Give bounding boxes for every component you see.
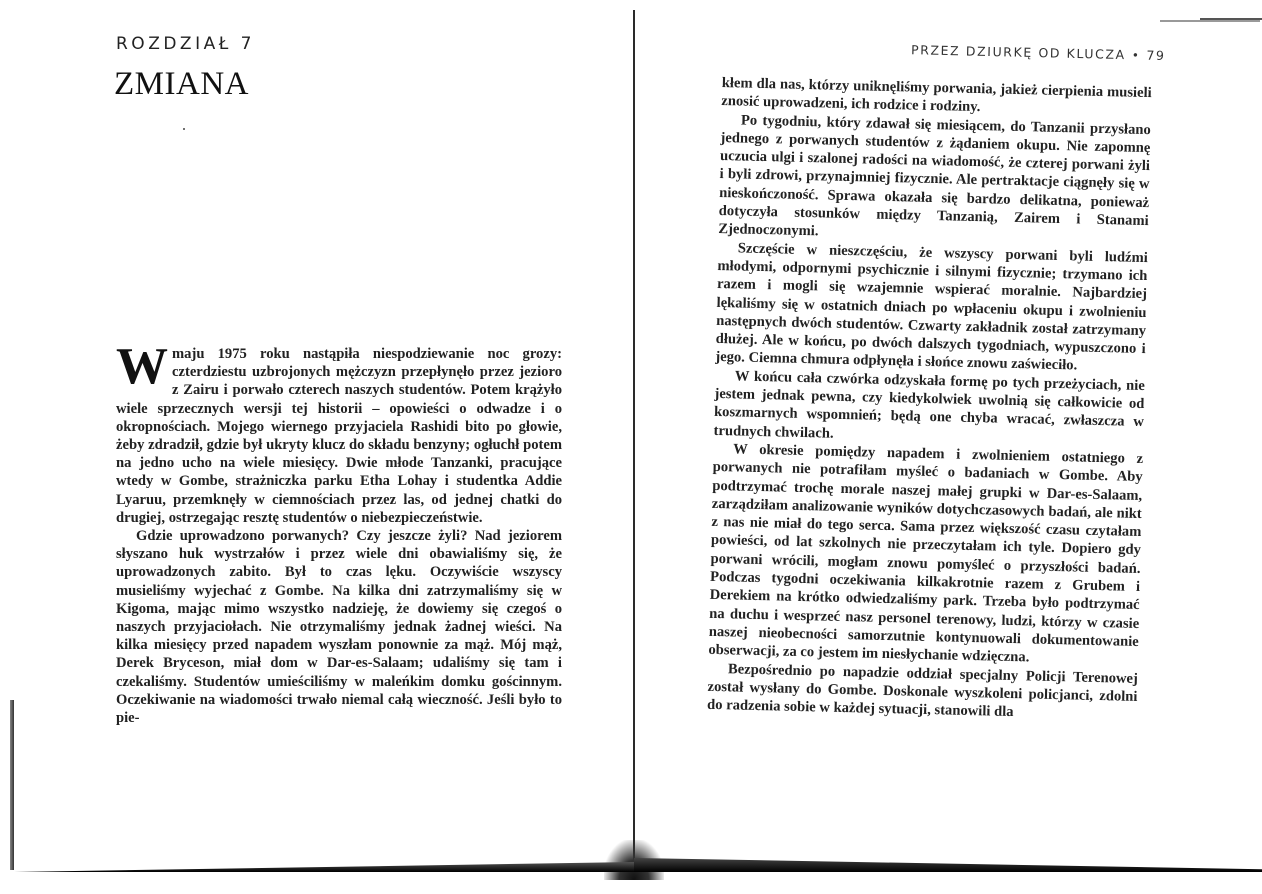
paragraph: Bezpośrednio po napadzie oddział specjalny Policji Terenowej został wysłany do Gombe. Doskonale wyszkoleni policjanci, zdolni do radzenia sobie w każdej sytuacji, stanowili dla: [706, 660, 1139, 721]
scan-mark: [1160, 20, 1260, 22]
bullet-separator: •: [1132, 48, 1142, 63]
book-gutter: [633, 10, 635, 865]
running-head: [911, 42, 1166, 63]
paragraph: kłem dla nas, którzy uniknęliśmy porwania, jakież cierpienia musieli znosić uprowadzeni, ich rodzice i rodziny.: [721, 74, 1152, 116]
paragraph: [116, 338, 562, 527]
drop-cap: W: [116, 338, 168, 395]
paragraph: W okresie pomiędzy napadem i zwolnieniem ostatniego z porwanych nie potrafiłam myśleć o badaniach w Gombe. Aby podtrzymać trochę morale naszej małej grupki w Dar-es-Salaam, zarządziłam analizowanie wyników dotychczasowych badań, ale nikt z nas nie miał do tego serca. Sama przez większość czasu czytałam powieści, od lat szkolnych nie przeczytałam ich tyle. Dopiero gdy porwani wrócili, mogłam znowu pomyśleć o przyszłości badań. Podczas tygodni oczekiwania kilkakrotnie razem z Grubem i Derekiem na krótko odwiedzaliśmy park. Trzeba było podtrzymać na duchu i wesprzeć nasz personel terenowy, ludzi, którzy w czasie naszej nieobecności samorzutnie kontynuowali dokumentowanie obserwacji, za co jestem im niesłychanie wdzięczna.: [708, 441, 1144, 666]
scan-speck: [183, 128, 185, 130]
paragraph: Po tygodniu, który zdawał się miesiącem, do Tanzanii przysłano jednego z porwanych studentów z żądaniem okupu. Nie zapomnę uczucia ulgi i szalonej radości na wiadomość, że czterej porwani żyli i byli zdrowi, przynajmniej fizycznie. Ale pertraktacje ciągnęły się w nieskończoność. Sprawa okazała się bardzo delikatna, ponieważ dotyczyła stosunków między Tanzanią, Zairem i Stanami Zjednoczonymi.: [718, 112, 1151, 240]
scan-edge-left: [10, 700, 14, 870]
paragraph-text: maju 1975 roku nastąpiła niespodziewanie noc grozy: czterdziestu uzbrojonych mężczyzn przepłynęło przez jezioro z Zairu i porwało czterech naszych studentów. Potem krążyło wiele sprzecznych wersji tej historii – opowieści o odwadze i o okropnościach. Mojego wiernego przyjaciela Rashidi bito po głowie, żeby zdradził, gdzie był ukryty klucz do składu benzyny; ogłuchł potem na jedno ucho na wiele miesięcy. Dwie młode Tanzanki, pracujące wtedy w Gombe, strażniczka parku Etha Lohay i studentka Addie Lyaruu, przemknęły w ciemnościach przez las, od jednej chatki do drugiej, ostrzegając resztę studentów o niebezpieczeństwie.: [116, 346, 562, 526]
right-page: [636, 0, 1262, 894]
right-page-body: [707, 74, 1152, 724]
paragraph: Gdzie uprowadzono porwanych? Czy jeszcze żyli? Nad jeziorem słyszano huk wystrzałów i przez wiele dni obawialiśmy się, że uprowadzonych zabito. Był to czas lęku. Oczywiście wszyscy musieliśmy wyjechać z Gombe. Na kilka dni zatrzymaliśmy się w Kigoma, mając mimo wszystko nadzieję, że dowiemy się czegoś o naszych przyjaciołach. Nie otrzymaliśmy jednak żadnej wieści. Na kilka miesięcy przed napadem wyszłam ponownie za mąż. Mój mąż, Derek Bryceson, miał dom w Dar-es-Salaam; udaliśmy się tam i czekaliśmy. Studentów umieściliśmy w maleńkim domku gościnnym. Oczekiwanie na wiadomości trwało niemal całą wieczność. Jeśli było to pie-: [116, 528, 562, 727]
chapter-label: ROZDZIAŁ 7: [116, 34, 255, 54]
paragraph: Szczęście w nieszczęściu, że wszyscy porwani byli ludźmi młodymi, odpornymi psychicznie i silnymi fizycznie; trzymano ich razem i mogli się wzajemnie wspierać moralnie. Najbardziej lękaliśmy się w ostatnich dniach po wpłaceniu okupu i zwolnieniu następnych dwóch studentów. Czwarty zakładnik został zatrzymany dłużej. Ale w końcu, po dwóch dalszych tygodniach, wypuszczono i jego. Ciemna chmura odpłynęła i słońce znowu zaświeciło.: [715, 240, 1148, 374]
page-number: 79: [1146, 47, 1167, 63]
scan-mark: [1200, 18, 1262, 20]
paragraph: W końcu cała czwórka odzyskała formę po tych przeżyciach, nie jestem jednak pewna, czy kiedykolwiek uwolnią się całkowicie od koszmarnych wspomnień; będą one chyba wracać, zwłaszcza w trudnych chwilach.: [713, 368, 1145, 442]
left-page-body: [116, 338, 562, 727]
running-head-title: PRZEZ DZIURKĘ OD KLUCZA: [911, 42, 1127, 63]
chapter-title: ZMIANA: [114, 66, 249, 102]
